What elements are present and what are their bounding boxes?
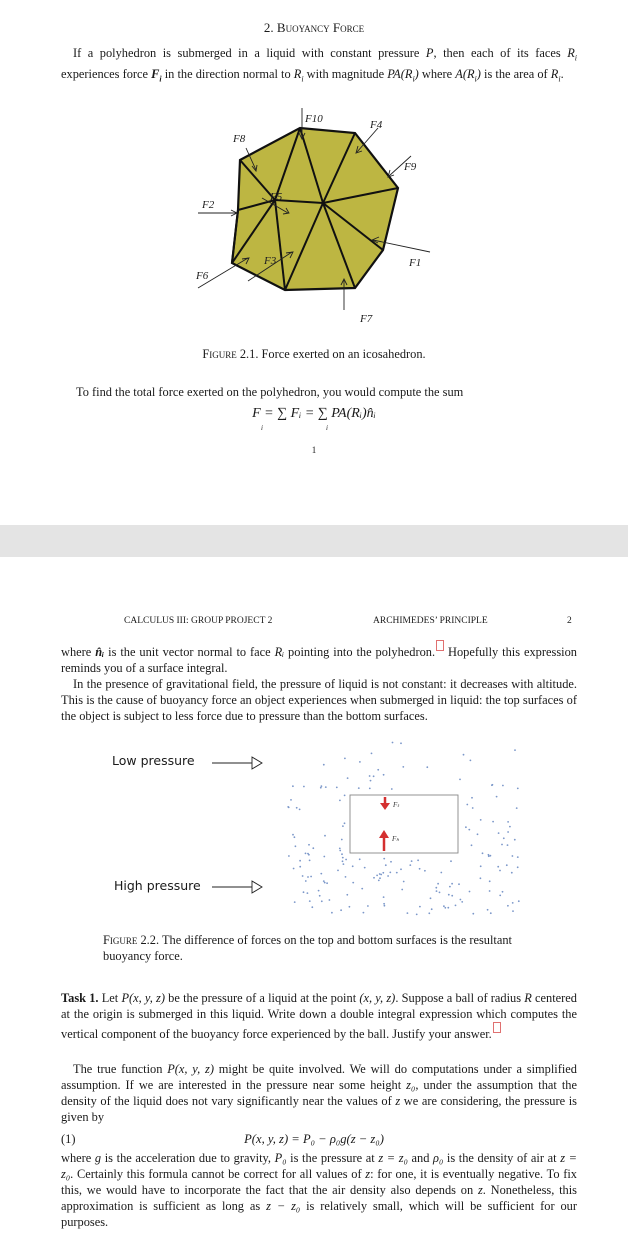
- particle-dot: [499, 895, 501, 897]
- particle-dot: [428, 912, 430, 914]
- label-f7: F7: [360, 313, 373, 325]
- particle-dot: [309, 860, 311, 862]
- particle-dot: [391, 788, 393, 790]
- particle-dot: [323, 764, 325, 766]
- particle-dot: [443, 905, 445, 907]
- particle-dot: [342, 860, 344, 862]
- equation-1-number: (1): [61, 1132, 76, 1146]
- particle-dot: [294, 901, 296, 903]
- paragraph-normal-vector: where n̂ᵢ is the unit vector normal to face Rᵢ pointing into the polyhedron. Hopefully this expression reminds you of a surface integral. In the presence of gravitational field, the pressure of liquid is not constant: it decreases with altitude. This is the cause of buoyancy force an object experiences when submerged in liquid: the top surfaces of the object is subject to less force due to pressure than the bottom surfaces.: [61, 640, 577, 724]
- footnote-mark-1[interactable]: [436, 640, 444, 651]
- section-title: [0, 20, 628, 36]
- particle-dot: [383, 774, 385, 776]
- particle-dot: [480, 877, 482, 879]
- particle-dot: [449, 886, 451, 888]
- particle-dot: [329, 899, 331, 901]
- particle-dot: [488, 855, 490, 857]
- particle-dot: [507, 831, 509, 833]
- particle-dot: [431, 908, 433, 910]
- particle-dot: [460, 899, 462, 901]
- particle-dot: [379, 873, 381, 875]
- particle-dot: [444, 907, 446, 909]
- page-separator: [0, 525, 628, 557]
- sum-equation: F = ∑ Fᵢ = ∑ PA(Rᵢ)n̂ᵢ: [252, 406, 376, 421]
- particle-dot: [292, 785, 294, 787]
- particle-dot: [502, 891, 504, 893]
- pressure-figure: [200, 737, 530, 927]
- particle-dot: [339, 800, 341, 802]
- particle-dot: [361, 888, 363, 890]
- particle-dot: [411, 860, 413, 862]
- particle-dot: [323, 880, 325, 882]
- particle-dot: [458, 883, 460, 885]
- particle-dot: [407, 912, 409, 914]
- particle-dot: [387, 875, 389, 877]
- label-f1: F1: [409, 257, 422, 269]
- particle-dot: [319, 895, 321, 897]
- particle-dot: [497, 866, 499, 868]
- particle-dot: [498, 832, 500, 834]
- intro-paragraph: If a polyhedron is submerged in a liquid with constant pressure P, then each of its faces $R_i$ experiences force $F_i$ in the direction normal to $R_i$ with magnitude $PA(R_i)$ where $A(R_i)$ is the area of $R_i$.: [61, 46, 578, 84]
- particle-dot: [502, 785, 504, 787]
- particle-dot: [512, 855, 514, 857]
- particle-dot: [435, 887, 437, 889]
- particle-dot: [307, 853, 309, 855]
- particle-dot: [339, 848, 341, 850]
- particle-dot: [341, 853, 343, 855]
- particle-dot: [382, 872, 384, 874]
- particle-dot: [470, 760, 472, 762]
- particle-dot: [299, 866, 301, 868]
- section-heading: Buoyancy Force: [276, 20, 365, 35]
- particle-dot: [299, 860, 301, 862]
- particle-dot: [295, 845, 297, 847]
- page-number-1: 1: [311, 445, 317, 455]
- label-f3: F3: [264, 255, 277, 267]
- particle-dot: [309, 900, 311, 902]
- particle-dot: [352, 882, 354, 884]
- particle-dot: [419, 868, 421, 870]
- particle-dot: [400, 742, 402, 744]
- particle-dot: [507, 821, 509, 823]
- particle-dot: [409, 864, 411, 866]
- particle-dot: [514, 839, 516, 841]
- particle-dot: [379, 877, 381, 879]
- particle-dot: [310, 876, 312, 878]
- particle-dot: [369, 775, 371, 777]
- particle-dot: [468, 829, 470, 831]
- particle-dot: [469, 891, 471, 893]
- particle-dot: [344, 758, 346, 760]
- particle-dot: [303, 891, 305, 893]
- particle-dot: [496, 796, 498, 798]
- particle-dot: [385, 864, 387, 866]
- svg-text:Fₜ: Fₜ: [393, 801, 400, 809]
- particle-dot: [472, 807, 474, 809]
- particle-dot: [424, 870, 426, 872]
- particle-dot: [373, 877, 375, 879]
- particle-dot: [312, 847, 314, 849]
- particle-dot: [511, 872, 513, 874]
- particle-dot: [506, 864, 508, 866]
- particle-dot: [489, 890, 491, 892]
- particle-dot: [340, 909, 342, 911]
- running-header-page: 2: [567, 616, 572, 626]
- sum-intro: To find the total force exerted on the polyhedron, you would compute the sum: [76, 385, 464, 399]
- equation-1: P(x, y, z) = P₀ − ρ₀g(z − z₀): [244, 1132, 384, 1146]
- particle-dot: [371, 753, 373, 755]
- label-f5: F5: [270, 191, 283, 203]
- particle-dot: [342, 825, 344, 827]
- particle-dot: [307, 892, 309, 894]
- particle-dot: [352, 865, 354, 867]
- particle-dot: [364, 867, 366, 869]
- paragraph-gravity: In the presence of gravitational field, the pressure of liquid is not constant: it decreases with altitude. This is the cause of buoyancy force an object experiences when submerged in liquid: the top surfaces of the object is subject to less force due to pressure than the bottom surfaces.: [61, 677, 577, 724]
- particle-dot: [370, 780, 372, 782]
- particle-dot: [363, 912, 365, 914]
- particle-dot: [401, 889, 403, 891]
- particle-dot: [296, 807, 298, 809]
- particle-dot: [324, 835, 326, 837]
- particle-dot: [302, 875, 304, 877]
- sum-sub-1: i: [261, 424, 263, 432]
- particle-dot: [402, 766, 404, 768]
- particle-dot: [437, 883, 439, 885]
- particle-dot: [471, 797, 473, 799]
- particle-dot: [346, 894, 348, 896]
- particle-dot: [507, 844, 509, 846]
- task-1: Task 1. Let P(x, y, z) be the pressure of a liquid at the point (x, y, z). Suppose a ball of radius R centered at the origin is submerged in this liquid. Write down a double integral expression which computes the vertical component of the buoyancy force experienced by the ball. Justify your answer.: [61, 991, 577, 1042]
- particle-dot: [383, 896, 385, 898]
- particle-dot: [311, 906, 313, 908]
- particle-dot: [461, 901, 463, 903]
- particle-dot: [367, 905, 369, 907]
- particle-dot: [369, 788, 371, 790]
- particle-dot: [376, 875, 378, 877]
- particle-dot: [390, 861, 392, 863]
- particle-dot: [345, 876, 347, 878]
- particle-dot: [359, 761, 361, 763]
- particle-dot: [308, 844, 310, 846]
- particle-dot: [447, 907, 449, 909]
- footnote-mark-2[interactable]: [493, 1022, 501, 1033]
- particle-dot: [450, 860, 452, 862]
- icosahedron-figure: [190, 100, 450, 330]
- label-f9: F9: [404, 161, 417, 173]
- particle-dot: [320, 873, 322, 875]
- particle-dot: [455, 905, 457, 907]
- particle-dot: [383, 858, 385, 860]
- particle-dot: [436, 890, 438, 892]
- particle-dot: [344, 822, 346, 824]
- page-1: [0, 0, 628, 525]
- particle-dot: [342, 857, 344, 859]
- particle-dot: [430, 897, 432, 899]
- figure2-caption: Figure 2.2. The difference of forces on the top and bottom surfaces is the resultant buoyancy force.: [103, 933, 512, 963]
- particle-dot: [377, 769, 379, 771]
- particle-dot: [396, 872, 398, 874]
- particle-dot: [403, 881, 405, 883]
- particle-dot: [439, 892, 441, 894]
- particle-dot: [509, 826, 511, 828]
- sum-sub-2: i: [326, 424, 328, 432]
- particle-dot: [472, 913, 474, 915]
- particle-dot: [518, 900, 520, 902]
- particle-dot: [323, 856, 325, 858]
- particle-dot: [336, 787, 338, 789]
- particle-dot: [465, 826, 467, 828]
- particle-dot: [400, 868, 402, 870]
- submerged-box: [350, 795, 458, 853]
- particle-dot: [440, 872, 442, 874]
- particle-dot: [373, 775, 375, 777]
- particle-dot: [318, 890, 320, 892]
- particle-dot: [480, 819, 482, 821]
- label-f6: F6: [196, 270, 209, 282]
- particle-dot: [489, 880, 491, 882]
- particle-dot: [290, 799, 292, 801]
- particle-dot: [292, 834, 294, 836]
- particle-dot: [392, 742, 394, 744]
- particle-dot: [448, 894, 450, 896]
- particle-dot: [459, 779, 461, 781]
- particle-dot: [490, 855, 492, 857]
- particle-dot: [514, 749, 516, 751]
- running-header-center: ARCHIMEDES’ PRINCIPLE: [373, 616, 488, 626]
- particle-dot: [516, 807, 518, 809]
- running-header-left: CALCULUS III: GROUP PROJECT 2: [124, 616, 273, 626]
- particle-dot: [517, 856, 519, 858]
- particle-dot: [321, 785, 323, 787]
- particle-dot: [490, 912, 492, 914]
- particle-dot: [343, 863, 345, 865]
- particle-dot: [378, 880, 380, 882]
- particle-dot: [344, 795, 346, 797]
- particle-dot: [416, 914, 418, 916]
- particle-dot: [321, 900, 323, 902]
- particle-dot: [299, 809, 301, 811]
- particle-dot: [517, 866, 519, 868]
- figure1-caption: Figure 2.1. Force exerted on an icosahedron.: [202, 347, 426, 361]
- high-pressure-label: High pressure: [114, 878, 201, 893]
- section-number: 2.: [263, 20, 274, 35]
- particle-dot: [305, 880, 307, 882]
- particle-dot: [389, 872, 391, 874]
- particle-dot: [451, 895, 453, 897]
- particle-dot: [384, 905, 386, 907]
- particle-dot: [426, 766, 428, 768]
- particle-dot: [324, 882, 326, 884]
- particle-dot: [303, 786, 305, 788]
- particle-dot: [339, 850, 341, 852]
- particle-dot: [492, 784, 494, 786]
- label-f8: F8: [233, 133, 246, 145]
- particle-dot: [487, 909, 489, 911]
- particle-dot: [320, 787, 322, 789]
- particle-dot: [326, 882, 328, 884]
- particle-dot: [288, 807, 290, 809]
- paragraph-assumption: The true function P(x, y, z) might be quite involved. We will do computations under a simplified assumption. If we are interested in the pressure near some height z₀, under the assumption that the density of the liquid does not vary significantly near the values of z we are considering, the pressure is given by: [61, 1062, 577, 1124]
- particle-dot: [347, 777, 349, 779]
- particle-dot: [419, 906, 421, 908]
- particle-dot: [383, 903, 385, 905]
- particle-dot: [517, 788, 519, 790]
- low-pressure-label: Low pressure: [112, 753, 195, 768]
- particle-dot: [501, 844, 503, 846]
- particle-dot: [294, 836, 296, 838]
- particle-dot: [463, 754, 465, 756]
- particle-dot: [471, 844, 473, 846]
- icosahedron-outline: [232, 128, 398, 290]
- particle-dot: [331, 912, 333, 914]
- particle-dot: [477, 833, 479, 835]
- particle-dot: [492, 821, 494, 823]
- particle-dot: [480, 865, 482, 867]
- label-f4: F4: [370, 119, 383, 131]
- particle-dot: [337, 870, 339, 872]
- particle-dot: [512, 910, 514, 912]
- particle-dot: [305, 853, 307, 855]
- particle-dot: [499, 870, 501, 872]
- label-f10: F10: [305, 113, 323, 125]
- label-f2: F2: [202, 199, 215, 211]
- svg-text:Fₕ: Fₕ: [392, 835, 400, 843]
- particle-dot: [466, 804, 468, 806]
- particle-dot: [503, 837, 505, 839]
- particle-dot: [417, 859, 419, 861]
- particle-dot: [451, 883, 453, 885]
- particle-dot: [359, 858, 361, 860]
- particle-dot: [482, 852, 484, 854]
- particle-dot: [293, 868, 295, 870]
- particle-dot: [325, 786, 327, 788]
- particle-dot: [307, 876, 309, 878]
- page-2: [0, 557, 628, 1240]
- paragraph-approximation: where g is the acceleration due to gravity, P₀ is the pressure at z = z₀ and ρ₀ is the density of air at z = z₀. Certainly this formula cannot be correct for all values of z: for one, it is eventually negative. To fix this, we would have to incorporate the fact that the air density also depends on z. Nonetheless, this approximation is sufficient as long as z − z₀ is relatively small, which will be sufficient for our purposes.: [61, 1151, 578, 1229]
- particle-dot: [341, 839, 343, 841]
- particle-dot: [349, 906, 351, 908]
- particle-dot: [288, 855, 290, 857]
- particle-dot: [358, 787, 360, 789]
- particle-dot: [345, 859, 347, 861]
- particle-dot: [512, 902, 514, 904]
- particle-dot: [507, 905, 509, 907]
